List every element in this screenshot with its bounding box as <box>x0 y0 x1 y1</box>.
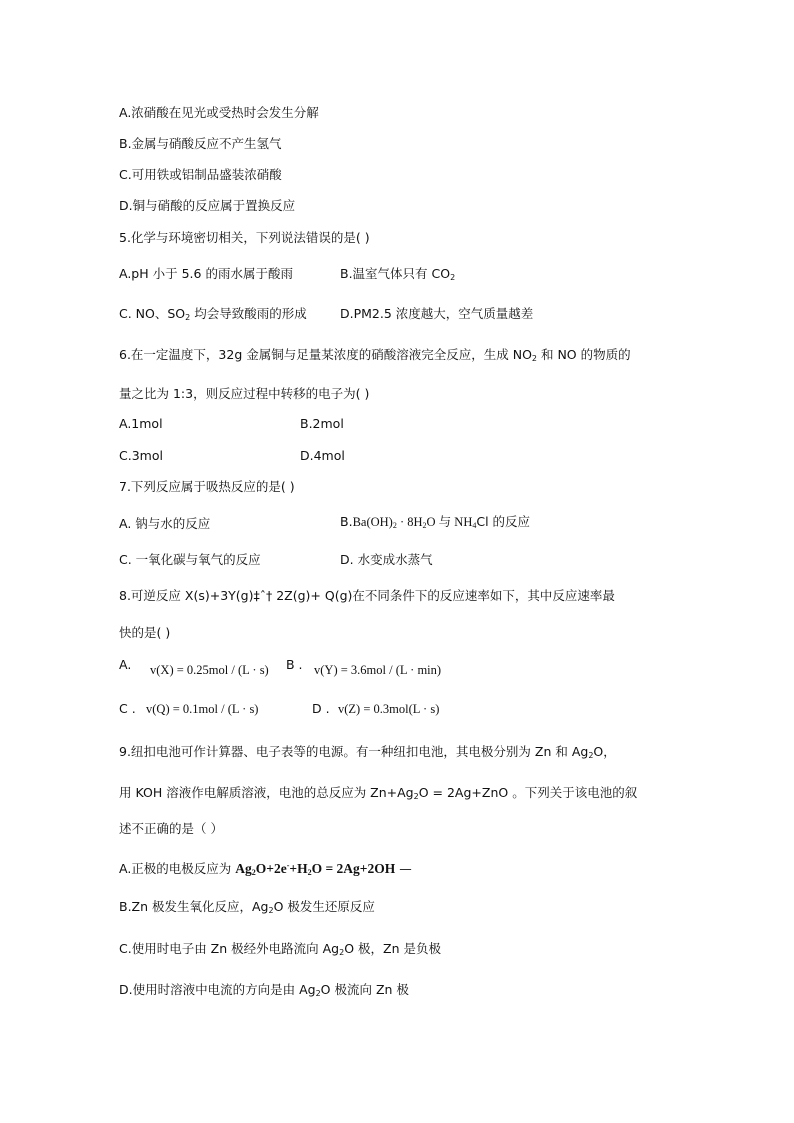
q8-option-b-label: B . <box>286 657 303 672</box>
q8-option-d-label: D . <box>312 701 330 716</box>
q9-stem-line3: 述不正确的是（ ） <box>119 821 223 836</box>
q4-option-c: C.可用铁或铝制品盛装浓硝酸 <box>119 167 282 182</box>
q4-option-d: D.铜与硝酸的反应属于置换反应 <box>119 198 296 213</box>
q8-option-b: v(Y) = 3.6mol / (L · min) <box>314 663 442 677</box>
q6-option-d: D.4mol <box>300 448 345 463</box>
q9-stem-line1: 9.纽扣电池可作计算器、电子表等的电源。有一种纽扣电池，其电极分别为 Zn 和 $Ag_2O$， <box>119 744 616 760</box>
reversible-arrow-glyph: ‡ˆ† <box>253 588 273 603</box>
q6-option-c: C.3mol <box>119 448 163 463</box>
q7-option-a: A. 钠与水的反应 <box>119 516 211 531</box>
q6-stem-line1: 6.在一定温度下，32g 金属铜与足量某浓度的硝酸溶液完全反应，生成 $NO_2$ 和 NO 的物质的 <box>119 347 631 363</box>
q7-stem: 7.下列反应属于吸热反应的是( ) <box>119 479 295 494</box>
q8-option-c-label: C . <box>119 701 136 716</box>
q6-option-b: B.2mol <box>300 416 344 431</box>
q8-option-a-label: A. <box>119 657 132 672</box>
q7-option-b: $B.Ba(OH)_2 \cdot 8H_2O$ 与 $NH_4Cl$ 的反应 <box>340 514 531 530</box>
q8-stem-line2: 快的是( ) <box>119 625 171 640</box>
q6-stem-line2: 量之比为 1:3，则反应过程中转移的电子为( ) <box>119 386 370 401</box>
q9-option-d: D.使用时溶液中电流的方向是由 $Ag_2O$ 极流向 Zn 极 <box>119 982 409 998</box>
q7-option-d: D. 水变成水蒸气 <box>340 552 433 567</box>
q5-option-c: C. NO、$SO_2$ 均会导致酸雨的形成 <box>119 306 307 322</box>
q7-option-c: C. 一氧化碳与氧气的反应 <box>119 552 261 567</box>
q8-option-d: v(Z) = 0.3mol(L · s) <box>338 702 440 716</box>
q9-option-c: C.使用时电子由 Zn 极经外电路流向 $Ag_2O$ 极，Zn 是负极 <box>119 941 441 957</box>
q6-option-a: A.1mol <box>119 416 163 431</box>
q4-option-b: B.金属与硝酸反应不产生氢气 <box>119 136 282 151</box>
q8-option-a: v(X) = 0.25mol / (L · s) <box>150 663 269 677</box>
q8-stem-line1: 8.可逆反应 X(s)+3Y(g)‡ˆ† 2Z(g)+ Q(g)在不同条件下的反应速率如下，其中反应速率最 <box>119 588 615 603</box>
q5-option-b: B.温室气体只有 $CO_2$ <box>340 266 456 282</box>
electrode-equation: $Ag_2O+2e^-+H_2O = 2Ag+2OH$ <box>235 861 396 877</box>
q9-stem-line2: 用 KOH 溶液作电解质溶液，电池的总反应为 $Zn+Ag_2O = 2Ag+ZnO$ 。下列关于该电池的叙 <box>119 785 638 801</box>
q9-option-a: A.正极的电极反应为 $Ag_2O+2e^-+H_2O = 2Ag+2OH$ — <box>119 861 412 877</box>
q5-option-a: A.pH 小于 5.6 的雨水属于酸雨 <box>119 266 293 281</box>
q9-option-b: B.Zn 极发生氧化反应，$Ag_2O$ 极发生还原反应 <box>119 899 375 915</box>
q8-option-c: v(Q) = 0.1mol / (L · s) <box>146 702 259 716</box>
q5-option-d: D.PM2.5 浓度越大，空气质量越差 <box>340 306 534 321</box>
q4-option-a: A.浓硝酸在见光或受热时会发生分解 <box>119 105 319 120</box>
q5-stem: 5.化学与环境密切相关，下列说法错误的是( ) <box>119 230 370 245</box>
